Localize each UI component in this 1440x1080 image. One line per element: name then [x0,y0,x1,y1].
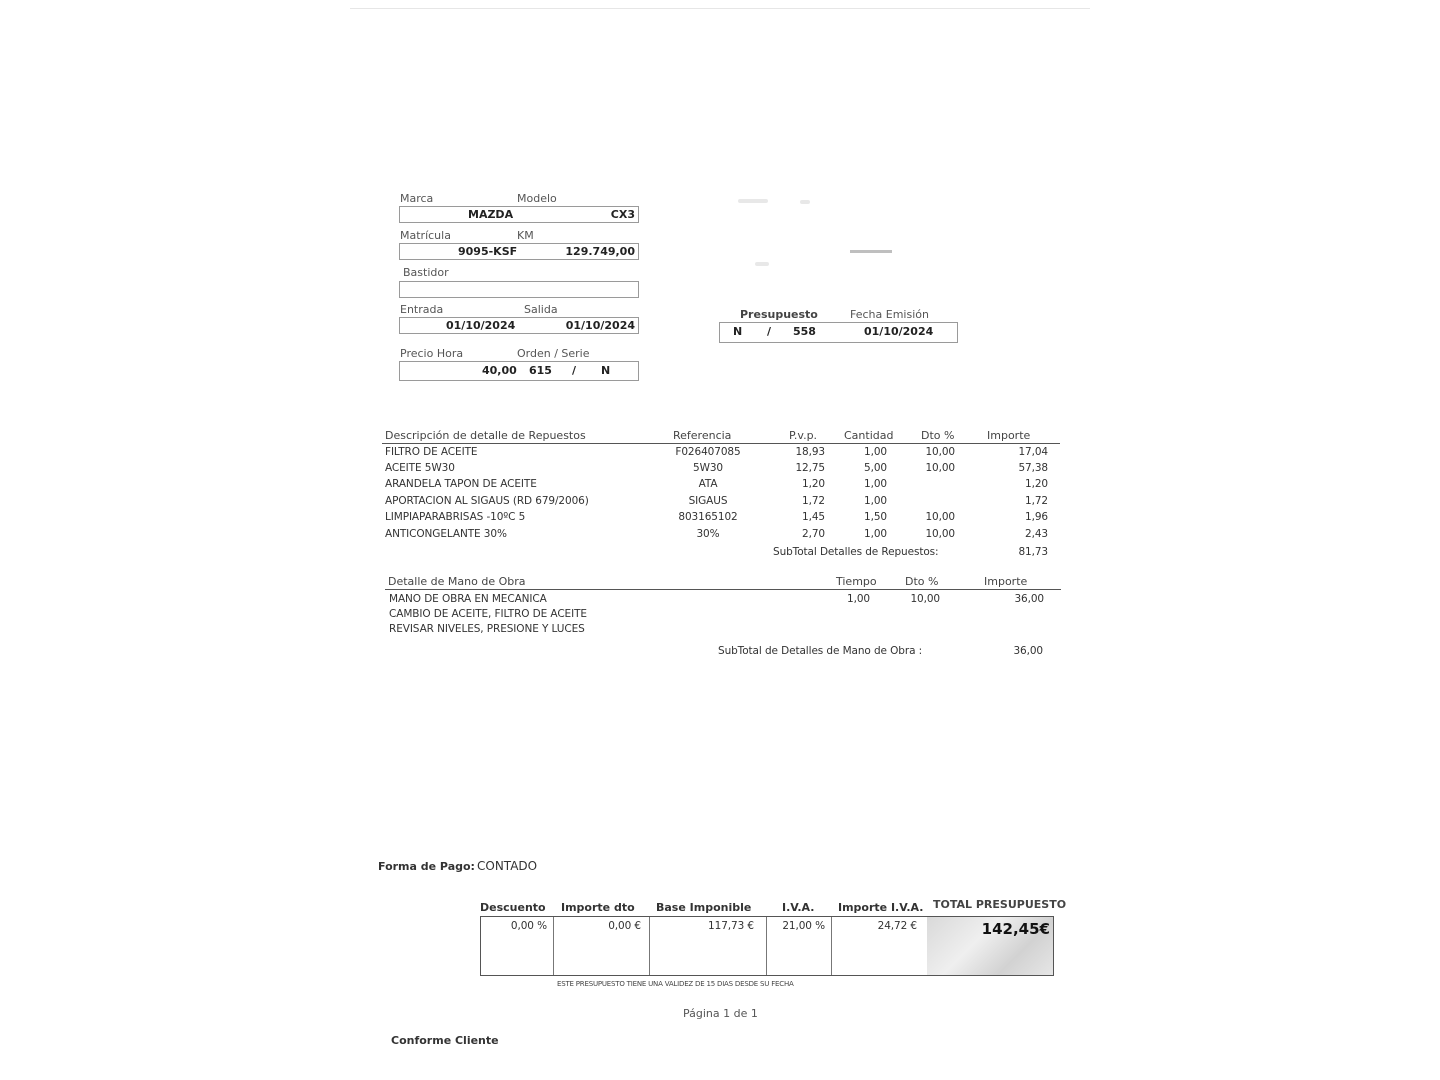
entrada-value: 01/10/2024 [446,319,516,332]
presupuesto-serie: N [733,325,743,338]
mano-obra-importe: 36,00 [1014,593,1044,605]
matricula-label: Matrícula [400,229,451,242]
serie-separator: / [572,364,577,377]
presupuesto-separator: / [767,325,772,338]
col-dto-header: Dto % [921,429,955,442]
col-importe-header: Importe [984,575,1028,588]
row-dto: 10,00 [925,511,955,523]
salida-label: Salida [524,303,558,316]
row-importe: 2,43 [1025,528,1048,540]
row-pvp: 1,45 [802,511,825,523]
mano-obra-dto: 10,00 [910,593,940,605]
importe-iva-value: 24,72 € [877,920,917,932]
forma-pago-value: CONTADO [477,859,538,873]
total-cell [927,917,1053,975]
redacted-mark [800,200,810,204]
total-presupuesto-header: TOTAL PRESUPUESTO [933,898,1067,911]
base-imponible-header: Base Imponible [656,901,752,914]
row-dto: 10,00 [925,446,955,458]
importe-iva-cell [831,917,928,975]
bastidor-box [399,281,639,298]
row-descripcion: ARANDELA TAPON DE ACEITE [385,478,537,490]
row-referencia: 5W30 [692,462,724,474]
col-cantidad-header: Cantidad [844,429,894,442]
row-pvp: 1,20 [802,478,825,490]
importe-iva-header: Importe I.V.A. [838,901,924,914]
totales-box [480,916,1054,976]
col-descripcion-header: Descripción de detalle de Repuestos [385,429,586,442]
validez-note: ESTE PRESUPUESTO TIENE UNA VALIDEZ DE 15 DIAS DESDE SU FECHA [557,980,794,988]
repuestos-subtotal-label: SubTotal Detalles de Repuestos: [773,546,939,558]
descuento-header: Descuento [480,901,546,914]
col-dto-header: Dto % [905,575,939,588]
row-cantidad: 1,00 [864,478,887,490]
row-pvp: 1,72 [802,495,825,507]
mano-obra-header-rule [385,589,1061,590]
page-top-edge [350,8,1090,9]
orden-value: 615 [529,364,552,377]
col-referencia-header: Referencia [673,429,732,442]
row-referencia: SIGAUS [688,495,728,507]
marca-value: MAZDA [468,208,514,221]
mano-obra-line: CAMBIO DE ACEITE, FILTRO DE ACEITE [389,608,587,620]
row-cantidad: 1,00 [864,446,887,458]
table-row [385,495,1050,511]
row-importe: 1,96 [1025,511,1048,523]
conforme-cliente: Conforme Cliente [391,1034,499,1047]
iva-cell [766,917,832,975]
mano-obra-line: MANO DE OBRA EN MECANICA [389,593,547,605]
mano-obra-tiempo: 1,00 [847,593,870,605]
forma-pago-label: Forma de Pago: [378,860,475,873]
row-descripcion: LIMPIAPARABRISAS -10ºC 5 [385,511,526,523]
entrada-salida-box [399,317,639,334]
row-cantidad: 1,00 [864,495,887,507]
base-imponible-value: 117,73 € [708,920,754,932]
iva-value: 21,00 % [782,920,825,932]
redacted-mark [755,262,769,266]
iva-header: I.V.A. [782,901,815,914]
table-row [385,446,1050,462]
mano-obra-header: Detalle de Mano de Obra [388,575,526,588]
row-referencia: 803165102 [678,511,738,523]
row-pvp: 12,75 [795,462,825,474]
importe-dto-value: 0,00 € [608,920,641,932]
row-descripcion: ACEITE 5W30 [385,462,455,474]
bastidor-label: Bastidor [403,266,449,279]
row-pvp: 2,70 [802,528,825,540]
col-importe-header: Importe [987,429,1031,442]
row-descripcion: ANTICONGELANTE 30% [385,528,507,540]
salida-value: 01/10/2024 [565,319,635,332]
table-row [385,528,1050,544]
mano-obra-line: REVISAR NIVELES, PRESIONE Y LUCES [389,623,585,635]
row-importe: 1,72 [1025,495,1048,507]
row-dto: 10,00 [925,462,955,474]
precio-hora-value: 40,00 [482,364,517,377]
row-importe: 17,04 [1018,446,1048,458]
marca-modelo-box [399,206,639,223]
presupuesto-label: Presupuesto [740,308,818,321]
orden-serie-label: Orden / Serie [517,347,590,360]
mano-obra-subtotal-label: SubTotal de Detalles de Mano de Obra : [718,645,923,657]
fecha-emision-value: 01/10/2024 [864,325,934,338]
marca-label: Marca [400,192,434,205]
table-row [385,511,1050,527]
row-cantidad: 5,00 [864,462,887,474]
km-value: 129.749,00 [565,245,635,258]
descuento-value: 0,00 % [510,920,547,932]
serie-value: N [601,364,611,377]
presupuesto-box [719,322,958,343]
row-referencia: F026407085 [675,446,741,458]
row-importe: 57,38 [1018,462,1048,474]
row-descripcion: FILTRO DE ACEITE [385,446,478,458]
row-cantidad: 1,00 [864,528,887,540]
repuestos-rows [385,446,1050,546]
col-tiempo-header: Tiempo [836,575,877,588]
redacted-mark [850,250,892,253]
page-number: Página 1 de 1 [683,1007,758,1020]
descuento-cell [481,917,554,975]
matricula-value: 9095-KSF [458,245,518,258]
entrada-label: Entrada [400,303,444,316]
precio-orden-box [399,361,639,381]
km-label: KM [517,229,534,242]
modelo-value: CX3 [610,208,635,221]
row-importe: 1,20 [1025,478,1048,490]
total-presupuesto-value: 142,45€ [981,920,1050,938]
row-cantidad: 1,50 [864,511,887,523]
table-row [385,478,1050,494]
fecha-emision-label: Fecha Emisión [850,308,929,321]
importe-dto-cell [553,917,650,975]
table-row [385,462,1050,478]
repuestos-header-rule [382,443,1060,444]
col-pvp-header: P.v.p. [789,429,818,442]
modelo-label: Modelo [517,192,557,205]
mano-obra-subtotal-value: 36,00 [1013,645,1043,657]
importe-dto-header: Importe dto [561,901,635,914]
row-referencia: ATA [698,478,718,490]
redacted-mark [738,199,768,203]
repuestos-subtotal-value: 81,73 [1018,546,1048,558]
precio-hora-label: Precio Hora [400,347,464,360]
base-imponible-cell [649,917,767,975]
row-referencia: 30% [696,528,720,540]
presupuesto-numero: 558 [793,325,816,338]
row-pvp: 18,93 [795,446,825,458]
row-descripcion: APORTACION AL SIGAUS (RD 679/2006) [385,495,589,507]
row-dto: 10,00 [925,528,955,540]
repuestos-header [385,429,1060,443]
matricula-km-box [399,243,639,260]
